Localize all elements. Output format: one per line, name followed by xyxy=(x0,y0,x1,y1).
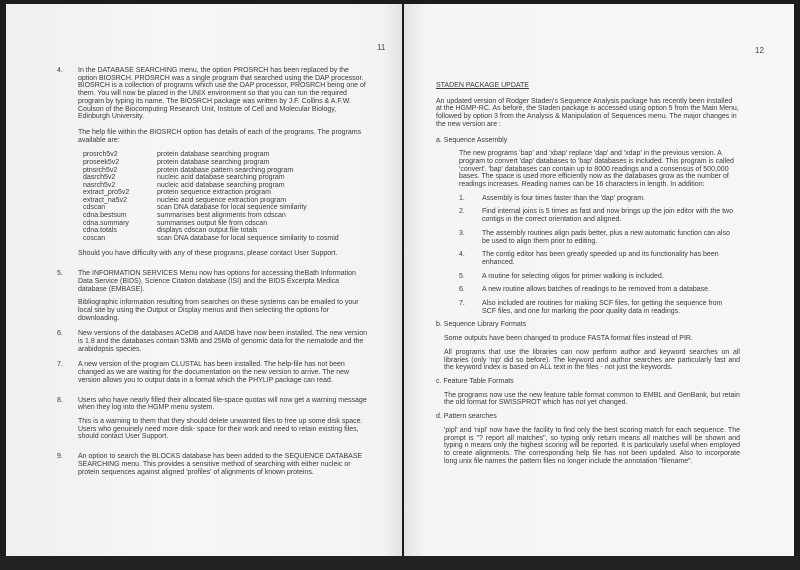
program-description: nucleic acid database searching program xyxy=(157,174,285,182)
list-item-number: 4. xyxy=(459,251,465,259)
program-description: summarises best alignments from cdscan xyxy=(157,212,286,220)
item-5-text: The INFORMATION SERVICES Menu now has options for accessing theBath Information Data Service (BIDS), Science Citation database (ISI) and the BIDS Excerpta Medica database (EMBASE). xyxy=(78,270,356,293)
section-b-text: Some outputs have been changed to produce FASTA format files instead of PIR. xyxy=(444,335,693,343)
program-name: dasrch5v2 xyxy=(83,174,116,182)
program-row xyxy=(83,197,339,205)
program-row xyxy=(83,189,339,197)
scan-background xyxy=(0,556,800,570)
program-name: cdscan xyxy=(83,204,106,212)
list-item xyxy=(459,230,734,245)
item-8 xyxy=(57,397,367,442)
left-page-content xyxy=(57,67,367,476)
section-c-body xyxy=(444,392,740,407)
section-b-body xyxy=(444,335,740,372)
item-5 xyxy=(57,270,367,322)
list-item-text: A new routine allows batches of readings to be removed from a database. xyxy=(482,286,711,294)
section-a-body xyxy=(459,150,734,315)
section-d-title: d. Pattern searches xyxy=(436,413,497,421)
item-8-text: Users who have nearly filled their allocated file-space quotas will now get a warning message when they log into the HGMP menu system. xyxy=(78,396,367,412)
program-description: displays cdscan output file totals xyxy=(157,227,258,235)
program-name: cdna.totals xyxy=(83,227,117,235)
program-description: summarises output file from cdscan xyxy=(157,219,268,227)
left-page xyxy=(6,4,402,556)
list-item xyxy=(459,286,734,294)
program-name: cdna.bestsum xyxy=(83,212,127,220)
section-d-text: 'pipl' and 'nipl' now have the facility to find only the best scoring match for each sequence. The prompt is "? report all matches", so typing only return means all matches will be shown and typing n means only the highest scoring will be reported. It is particularly useful when employed to create alignments. The corresponding help file has not been updated. Also to incorporate long unix file names the pattern files no longer include the annotation "filename". xyxy=(444,426,740,465)
section-c-title: c. Feature Table Formats xyxy=(436,377,514,385)
program-name: proseek5v2 xyxy=(83,158,120,166)
list-item-text: A routine for selecting oligos for primer walking is included. xyxy=(482,272,664,280)
item-9-text: An option to search the BLOCKS database has been added to the SEQUENCE DATABASE SEARCHING menu. This provides a sensitive method of searching with either nucleic or protein sequences against aligned 'profiles' of alignments of known proteins. xyxy=(78,453,363,476)
program-row xyxy=(83,167,339,175)
page-number: 12 xyxy=(755,46,764,55)
program-row xyxy=(83,174,339,182)
program-row xyxy=(83,151,339,159)
item-number: 5. xyxy=(57,270,63,278)
list-item-number: 3. xyxy=(459,229,465,237)
item-number: 7. xyxy=(57,361,63,369)
list-item-text: Find internal joins is 5 times as fast and now brings up the join editor with the two contigs in the correct orientation and aligned. xyxy=(482,208,733,224)
program-description: nucleic acid database searching program xyxy=(157,181,285,189)
program-name: prosrch5v2 xyxy=(83,151,118,159)
list-item-number: 5. xyxy=(459,272,465,280)
item-5-text2: Bibliographic information resulting from searches on these systems can be emailed to your local site by using the Output or Display menus and then selecting the options for downloading. xyxy=(78,299,359,322)
list-item xyxy=(459,251,734,266)
item-7-text: A new version of the program CLUSTAL has been installed. The help-file has not been changed as we are waiting for the documentation on the new version to arrive. The new version allows you to output data in a format which the PHYLIP package can read. xyxy=(78,361,350,384)
item-6-text: New versions of the databases ACeDB and AAtDB have now been installed. The new version is 1.8 and the databases contain 53Mb and 25Mb of genomic data for the nematode and the arabidopsis species. xyxy=(78,330,367,353)
list-item-number: 1. xyxy=(459,194,465,202)
list-item-number: 6. xyxy=(459,286,465,294)
program-row xyxy=(83,212,339,220)
program-name: nasrch5v2 xyxy=(83,181,116,189)
program-description: nucleic acid sequence extraction program xyxy=(157,196,287,204)
list-item-number: 2. xyxy=(459,208,465,216)
program-row xyxy=(83,220,339,228)
item-number: 8. xyxy=(57,396,63,404)
intro-text: An updated version of Rodger Staden's Sequence Analysis package has recently been installed at the HGMP-RC. As before, the Staden package is accessed using option 5 from the Main Menu, followed by option 3 from the Analysis & Manipulation of Sequences menu. The major changes in the new version are : xyxy=(436,97,739,128)
program-name: ptnsrch5v2 xyxy=(83,166,118,174)
item-8-text2: This is a warning to them that they should delete unwanted files to free up some disk space. Users who genuinely need more disk- space for their work and need to retain existing files, should contact User Support. xyxy=(78,418,363,441)
item-number: 9. xyxy=(57,453,63,461)
program-row xyxy=(83,204,339,212)
item-4-help-text: The help file within the BIOSRCH option has details of each of the programs. The programs available are: xyxy=(78,128,362,144)
program-description: scan DNA database for local sequence similarity to cosmid xyxy=(157,234,339,242)
item-6 xyxy=(57,330,367,353)
list-item-number: 7. xyxy=(459,300,465,308)
program-description: protein database searching program xyxy=(157,158,270,166)
program-name: coscan xyxy=(83,234,106,242)
program-description: protein sequence extraction program xyxy=(157,189,272,197)
section-d-body xyxy=(444,427,740,466)
section-c-text: The programs now use the new feature table format common to EMBL and GenBank, but retain the old format for SWISSPROT which has not yet changed. xyxy=(444,391,740,407)
list-item xyxy=(459,273,734,281)
support-text: Should you have difficulty with any of these programs, please contact User Support. xyxy=(78,250,338,258)
item-number: 6. xyxy=(57,330,63,338)
right-page xyxy=(404,4,794,556)
list-item xyxy=(459,208,734,223)
section-a-list xyxy=(459,195,734,316)
program-name: extract_na5v2 xyxy=(83,196,127,204)
section-b-title: b. Sequence Library Formats xyxy=(436,321,527,329)
section-b-text2: All programs that use the libraries can now perform author and keyword searches on all libraries (only 'nip' did so before). The keyword and author searches are particularly fast and the keyword index is based on ALL text in the files - not just the keywords. xyxy=(444,348,740,372)
item-9 xyxy=(57,453,367,476)
item-4 xyxy=(57,67,367,258)
right-page-content xyxy=(436,82,740,465)
section-a-title: a. Sequence Assembly xyxy=(436,136,508,144)
list-item xyxy=(459,300,734,315)
item-number: 4. xyxy=(57,67,63,74)
list-item-text: Assembly is four times faster than the 'dap' program. xyxy=(482,194,645,202)
program-description: protein database pattern searching program xyxy=(157,166,294,174)
program-row xyxy=(83,159,339,167)
section-a-text: The new programs 'bap' and 'xbap' replace 'dap' and 'xdap' in the previous version. A program to convert 'dap' databases to 'bap' databases is included. This program is called 'convert'. 'bap' databases can contain up to 8000 readings and a consensus of 500,000 bases. The space is used more efficiently now as the databases grow as the number of readings increases. Reading names can be 16 characters in length. In addition: xyxy=(459,150,734,189)
programs-table xyxy=(83,151,339,242)
list-item-text: The contig editor has been greatly speeded up and its functionality has been enhanced. xyxy=(482,251,719,266)
list-item-text: The assembly routines align pads better, plus a new automatic function can also be used to align them prior to editing. xyxy=(482,229,730,245)
program-name: cdna.summary xyxy=(83,219,129,227)
item-4-text: In the DATABASE SEARCHING menu, the option PROSRCH has been replaced by the option BIOSRCH. PROSRCH was a single program that searched using the DAP processor. BIOSRCH is a collection of programs which use the DAP processor, PROSRCH being one of them. You will now be placed in the UNIX environment so that you can run the required program by typing its name. The BIOSRCH package was written by J.F. Collins & A.F.W. Coulson of the Biocomputing Research Unit, Institute of Cell and Molecular Biology, Edinburgh University. xyxy=(78,67,366,121)
program-row xyxy=(83,182,339,190)
page-number: 11 xyxy=(377,43,386,52)
program-description: scan DNA database for local sequence similarity xyxy=(157,204,307,212)
program-row xyxy=(83,235,339,243)
program-row xyxy=(83,227,339,235)
program-description: protein database searching program xyxy=(157,151,270,159)
list-item-text: Also included are routines for making SCF files, for getting the sequence from SCF files, and one for marking the poor quality data in readings. xyxy=(482,300,723,315)
list-item xyxy=(459,195,734,203)
program-name: extract_pro5v2 xyxy=(83,189,130,197)
section-heading: STADEN PACKAGE UPDATE xyxy=(436,82,529,89)
item-7 xyxy=(57,361,367,384)
